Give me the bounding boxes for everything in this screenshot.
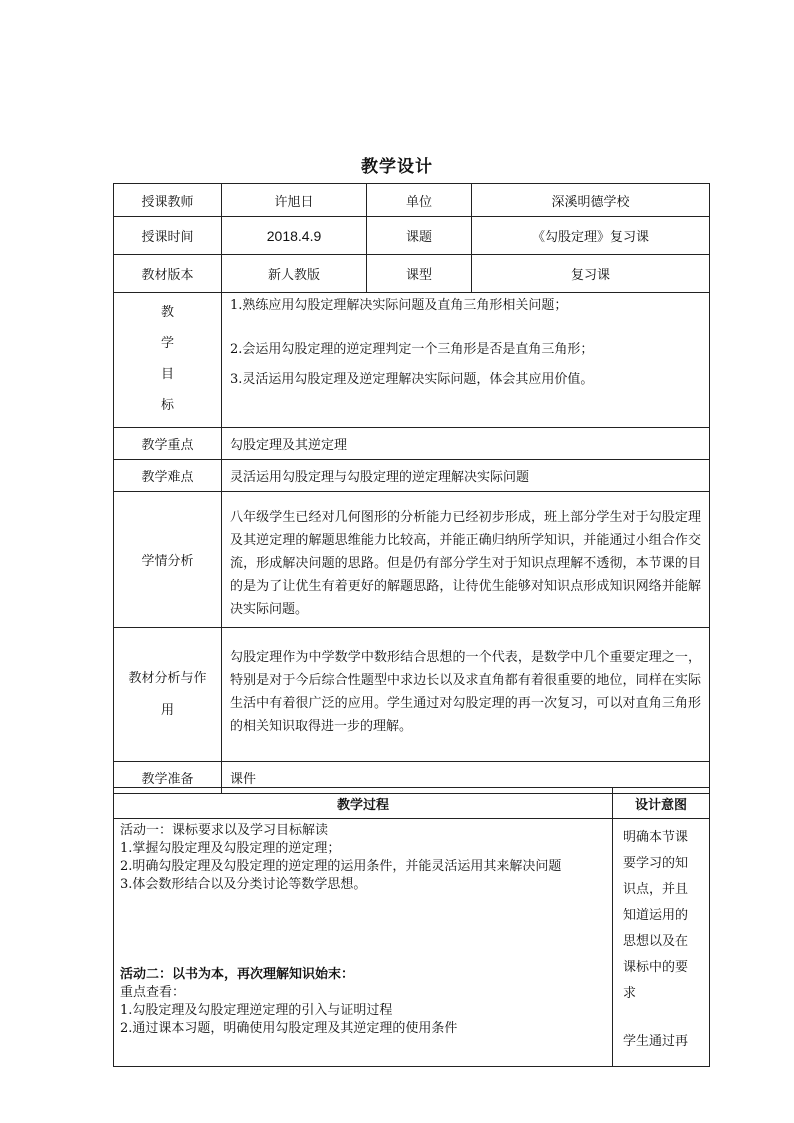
list-item: 2.明确勾股定理及勾股定理的逆定理的运用条件，并能灵活运用其来解决问题 bbox=[120, 859, 562, 874]
material-value: 勾股定理作为中学数学中数形结合思想的一个代表，是数学中几个重要定理之一，特别是对于今后综合性题型中求边长以及求直角都有着很重要的地位，同样在实际生活中有着很广泛的应用。学生通过对勾股定理的再一次复习，可以对直角三角形的相关知识取得进一步的理解。 bbox=[222, 628, 710, 762]
material-label: 教材分析与作 用 bbox=[114, 628, 222, 762]
date-value: 2018.4.9 bbox=[222, 217, 367, 255]
difficulty-value: 灵活运用勾股定理与勾股定理的逆定理解决实际问题 bbox=[222, 460, 710, 492]
activity2-title: 活动二：以书为本，再次理解知识始末： bbox=[120, 967, 355, 982]
unit-label: 单位 bbox=[367, 184, 472, 217]
goal-item: 2.会运用勾股定理的逆定理判定一个三角形是否是直角三角形； bbox=[230, 342, 594, 357]
students-value: 八年级学生已经对几何图形的分析能力已经初步形成，班上部分学生对于勾股定理及其逆定理的解题思维能力比较高，并能正确归纳所学知识，并能通过小组合作交流，形成解决问题的思路。但是仍有部分学生对于知识点理解不透彻，本节课的目的是为了让优生有着更好的解题思路，让待优生能够对知识点形成知识网络并能解决实际问题。 bbox=[222, 492, 710, 628]
unit-value: 深溪明德学校 bbox=[472, 184, 710, 217]
intent-content: 明确本节课 要学习的知 识点，并且 知道运用的 思想以及在 课标中的要 求 学生通过再 bbox=[613, 819, 710, 1067]
students-label: 学情分析 bbox=[114, 492, 222, 628]
intent-header: 设计意图 bbox=[613, 788, 710, 819]
key-label: 教学重点 bbox=[114, 428, 222, 460]
list-item: 2.通过课本习题，明确使用勾股定理及其逆定理的使用条件 bbox=[120, 1021, 458, 1036]
type-label: 课型 bbox=[367, 255, 472, 293]
teacher-value: 许旭日 bbox=[222, 184, 367, 217]
goals-content bbox=[222, 293, 710, 428]
prep-value: 课件 bbox=[222, 762, 710, 794]
prep-label: 教学准备 bbox=[114, 762, 222, 794]
type-value: 复习课 bbox=[472, 255, 710, 293]
info-table bbox=[113, 183, 710, 794]
process-table bbox=[113, 787, 710, 1067]
activity2-subtitle: 重点查看： bbox=[120, 985, 186, 1000]
list-item: 3.体会数形结合以及分类讨论等数学思想。 bbox=[120, 877, 367, 892]
goals-label: 教 学 目 标 bbox=[114, 293, 222, 428]
topic-label: 课题 bbox=[367, 217, 472, 255]
date-label: 授课时间 bbox=[114, 217, 222, 255]
difficulty-label: 教学难点 bbox=[114, 460, 222, 492]
process-content bbox=[114, 819, 613, 1067]
process-header: 教学过程 bbox=[114, 788, 613, 819]
goal-item: 1.熟练应用勾股定理解决实际问题及直角三角形相关问题； bbox=[230, 298, 568, 313]
teacher-label: 授课教师 bbox=[114, 184, 222, 217]
activity1-title: 活动一：课标要求以及学习目标解读 bbox=[120, 823, 329, 838]
goal-item: 3.灵活运用勾股定理及逆定理解决实际问题，体会其应用价值。 bbox=[230, 372, 594, 387]
edition-label: 教材版本 bbox=[114, 255, 222, 293]
list-item: 1.掌握勾股定理及勾股定理的逆定理； bbox=[120, 841, 341, 856]
edition-value: 新人教版 bbox=[222, 255, 367, 293]
list-item: 1.勾股定理及勾股定理逆定理的引入与证明过程 bbox=[120, 1003, 393, 1018]
topic-value: 《勾股定理》复习课 bbox=[472, 217, 710, 255]
key-value: 勾股定理及其逆定理 bbox=[222, 428, 710, 460]
page-title: 教学设计 bbox=[361, 157, 433, 177]
